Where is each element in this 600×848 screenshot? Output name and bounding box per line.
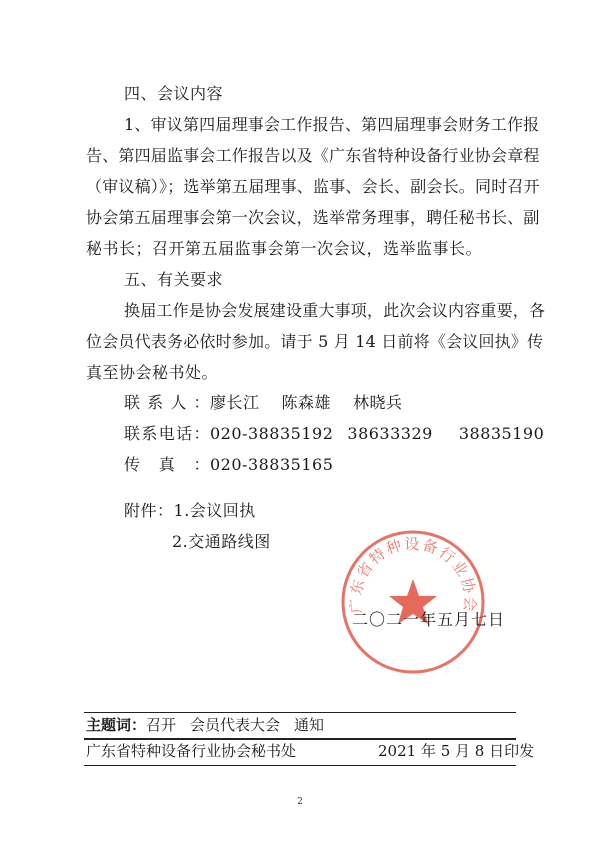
- footer-middle-divider: [84, 738, 516, 740]
- attachments-row: [124, 501, 256, 521]
- contact-person-3: 林晓兵: [353, 393, 403, 412]
- footer-issuer: 广东省特种设备行业协会秘书处: [86, 742, 297, 760]
- subject-keyword-2: 会员代表大会: [190, 716, 281, 734]
- attachment-item-1: 1.会议回执: [173, 501, 256, 520]
- issue-date: 二〇二一年五月七日: [352, 610, 506, 629]
- footer-top-divider: [84, 712, 516, 713]
- section-4-line-2: 告、第四届监事会工作报告以及《广东省特种设备行业协会章程: [86, 146, 540, 165]
- footer-bottom-divider: [84, 765, 516, 766]
- section-4-heading: 四、会议内容: [124, 84, 224, 103]
- contact-person-2: 陈森雄: [281, 393, 332, 412]
- section-4-line-3: （审议稿）》；选举第五届理事、监事、会长、副会长。同时召开: [86, 177, 540, 196]
- contact-phone-2: 38633329: [347, 424, 433, 443]
- subject-keyword-1: 召开: [146, 716, 177, 734]
- official-seal-stamp: [338, 527, 488, 677]
- contact-phone-label: 联系电话：: [124, 424, 210, 443]
- contact-fax-label: 传真：: [124, 455, 210, 474]
- section-5-line-2: 位会员代表务必依时参加。请于 5 月 14 日前将《会议回执》传: [86, 332, 544, 351]
- section-5-heading: 五、有关要求: [124, 270, 224, 289]
- page-number: 2: [297, 797, 303, 807]
- attachment-item-2: 2.交通路线图: [172, 532, 271, 551]
- contact-fax-number: 020-38835165: [210, 455, 334, 474]
- svg-text:广东省特种设备行业协会: 广东省特种设备行业协会: [346, 534, 480, 614]
- contact-fax-row: [124, 455, 333, 475]
- contact-phone-3: 38835190: [458, 424, 545, 443]
- footer-issued-date: 2021 年 5 月 8 日印发: [378, 742, 535, 760]
- section-4-line-1: 1、审议第四届理事会工作报告、第四届理事会财务工作报: [124, 115, 540, 134]
- contact-phones-row: [124, 424, 544, 444]
- contact-person-1: 廖长江: [210, 393, 260, 412]
- contact-phone-1: 020-38835192: [210, 424, 334, 443]
- contact-person-label: 联系人：: [124, 393, 210, 412]
- subject-keywords-row: [86, 716, 324, 734]
- subject-keyword-3: 通知: [294, 716, 325, 734]
- section-4-line-5: 秘书长；召开第五届监事会第一次会议，选举监事长。: [86, 239, 483, 258]
- section-5-line-1: 换届工作是协会发展建设重大事项，此次会议内容重要，各: [124, 301, 546, 320]
- attachments-label: 附件：: [124, 501, 174, 520]
- section-4-line-4: 协会第五届理事会第一次会议，选举常务理事，聘任秘书长、副: [86, 208, 540, 227]
- subject-keywords-label: 主题词：: [86, 716, 147, 734]
- section-5-line-3: 真至协会秘书处。: [86, 363, 219, 382]
- contact-persons-row: [124, 393, 403, 413]
